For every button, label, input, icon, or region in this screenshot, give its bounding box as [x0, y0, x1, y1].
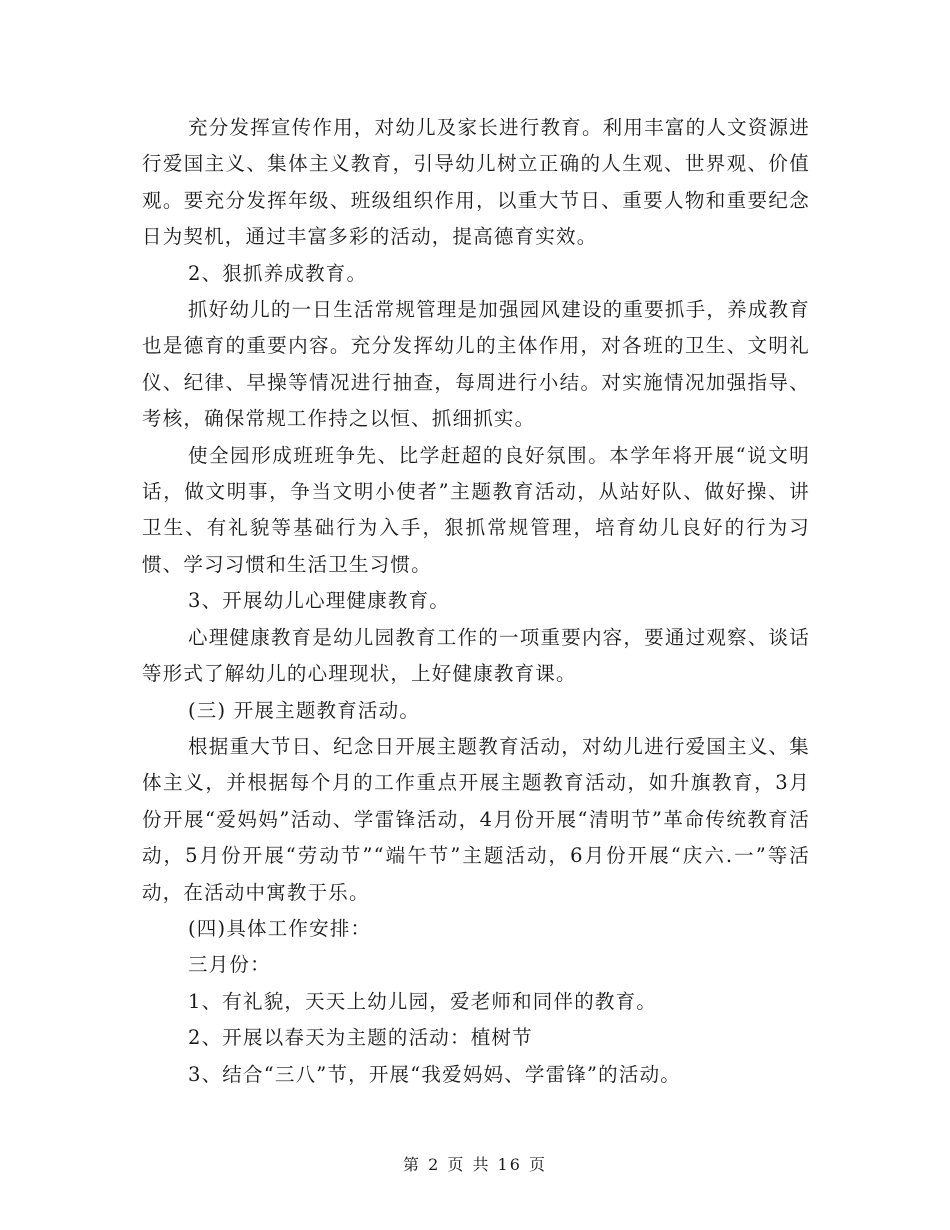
heading-march: 三月份： — [188, 953, 271, 977]
paragraph-mental-health: 心理健康教育是幼儿园教育工作的一项重要内容，要通过观察、谈话等形式了解幼儿的心理现状，上好健康教育课。 — [142, 625, 810, 686]
list-item-march-2: 2、开展以春天为主题的活动：植树节 — [188, 1026, 533, 1050]
heading-theme-activities: (三) 开展主题教育活动。 — [188, 698, 421, 722]
paragraph-theme-activities: 根据重大节日、纪念日开展主题教育活动，对幼儿进行爱国主义、集体主义，并根据每个月的工作重点开展主题教育活动，如升旗教育，3月份开展“爱妈妈”活动、学雷锋活动，4月份开展“清明节”革命传统教育活动，5月份开展“劳动节”“端午节”主题活动，6月份开展“庆六.一”等活动，在活动中寓教于乐。 — [142, 734, 810, 904]
paragraph-daily-routine: 抓好幼儿的一日生活常规管理是加强园风建设的重要抓手，养成教育也是德育的重要内容。充分发挥幼儿的主体作用，对各班的卫生、文明礼仪、纪律、早操等情况进行抽查，每周进行小结。对实施情况加强指导、考核，确保常规工作持之以恒、抓细抓实。 — [142, 298, 810, 431]
heading-habit-education: 2、狠抓养成教育。 — [188, 261, 368, 285]
document-body — [142, 110, 810, 1093]
paragraph-moral-publicity: 充分发挥宣传作用，对幼儿及家长进行教育。利用丰富的人文资源进行爱国主义、集体主义教育，引导幼儿树立正确的人生观、世界观、价值观。要充分发挥年级、班级组织作用，以重大节日、重要人物和重要纪念日为契机，通过丰富多彩的活动，提高德育实效。 — [142, 116, 810, 249]
heading-work-schedule: (四)具体工作安排： — [188, 916, 372, 940]
paragraph-civilized-atmosphere: 使全园形成班班争先、比学赶超的良好氛围。本学年将开展“说文明话，做文明事，争当文明小使者”主题教育活动，从站好队、做好操、讲卫生、有礼貌等基础行为入手，狠抓常规管理，培育幼儿良好的行为习惯、学习习惯和生活卫生习惯。 — [142, 443, 810, 576]
page-number-footer: 第 2 页 共 16 页 — [403, 1155, 547, 1174]
list-item-march-1: 1、有礼貌，天天上幼儿园，爱老师和同伴的教育。 — [188, 989, 658, 1013]
list-item-march-3: 3、结合“三八”节，开展“我爱妈妈、学雷锋”的活动。 — [188, 1062, 681, 1086]
heading-mental-health: 3、开展幼儿心理健康教育。 — [188, 589, 451, 613]
